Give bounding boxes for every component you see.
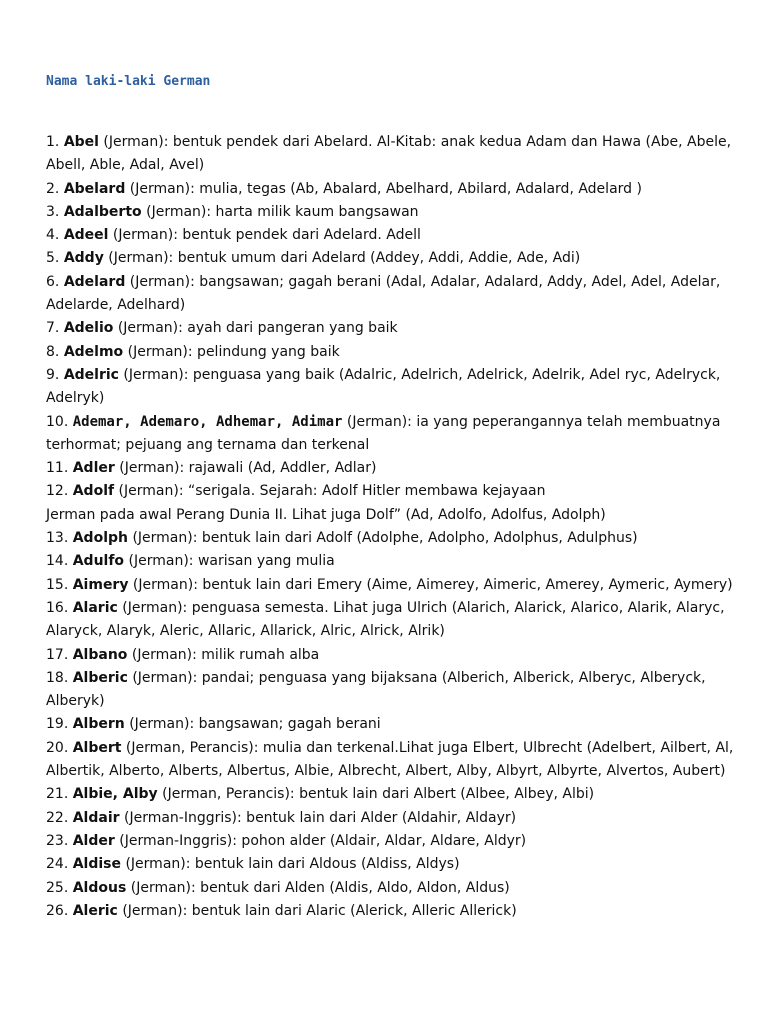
entry-name: Ademar, Ademaro, Adhemar, Adimar [72, 413, 343, 430]
entry-description: (Jerman): warisan yang mulia [128, 553, 335, 570]
list-item [46, 224, 736, 247]
entry-number: 15. [46, 576, 69, 593]
entry-description: (Jerman): bentuk pendek dari Abelard. Al-Kitab: anak kedua Adam dan Hawa (Abe, Abele, Abell, Able, Adal, Avel) [46, 134, 732, 174]
entry-name: Aleric [72, 902, 118, 919]
entry-description: (Jerman, Perancis): mulia dan terkenal.Lihat juga Elbert, Ulbrecht (Adelbert, Ailbert, Al, Albertik, Alberto, Alberts, Albertus, Albie, Albrecht, Albert, Alby, Albyrt, Albyrte, Alvertos, Aubert) [46, 739, 734, 780]
entry-description: (Jerman): penguasa semesta. Lihat juga Ulrich (Alarich, Alarick, Alarico, Alarik, Alaryc, Alaryck, Alaryk, Aleric, Allaric, Allarick, Alric, Alrick, Alrik) [46, 599, 725, 640]
entry-description: (Jerman): milik rumah alba [131, 646, 320, 663]
entry-number: 3. [46, 203, 60, 220]
entry-number: 17. [46, 646, 69, 663]
entry-number: 4. [46, 227, 60, 244]
list-item [46, 480, 736, 527]
entry-description: (Jerman): pandai; penguasa yang bijaksana (Alberich, Alberick, Alberyc, Alberyck, Alberyk) [46, 669, 706, 710]
entry-name: Adalberto [63, 203, 142, 220]
entry-name: Aimery [72, 576, 129, 593]
list-item [46, 364, 736, 411]
entry-description: (Jerman): harta milik kaum bangsawan [146, 203, 419, 220]
entry-name: Abel [63, 134, 99, 150]
entry-number: 25. [46, 879, 69, 896]
entry-description: (Jerman): bentuk lain dari Adolf (Adolphe, Adolpho, Adolphus, Adulphus) [132, 530, 638, 547]
list-item [46, 527, 736, 550]
entry-number: 5. [46, 250, 60, 267]
entry-description: (Jerman): bentuk lain dari Aldous (Aldiss, Aldys) [125, 856, 460, 873]
list-item [46, 341, 736, 364]
list-item [46, 713, 736, 736]
entry-description: (Jerman): bentuk dari Alden (Aldis, Aldo, Aldon, Aldus) [130, 879, 510, 896]
entry-description: (Jerman): rajawali (Ad, Addler, Adlar) [119, 460, 377, 477]
list-item [46, 411, 736, 458]
entry-name: Alberic [72, 669, 128, 686]
entry-number: 7. [46, 320, 60, 337]
entry-description: (Jerman): bentuk umum dari Adelard (Addey, Addi, Addie, Ade, Adi) [108, 250, 581, 267]
entry-description: (Jerman-Inggris): bentuk lain dari Alder (Aldahir, Aldayr) [123, 809, 517, 826]
entry-description: (Jerman): bangsawan; gagah berani (Adal, Adalar, Adalard, Addy, Adel, Adel, Adelar, Adelarde, Adelhard) [46, 273, 721, 314]
entry-description: (Jerman): bentuk lain dari Alaric (Alerick, Alleric Allerick) [122, 902, 517, 919]
entry-description-continued: Jerman pada awal Perang Dunia II. Lihat juga Dolf” (Ad, Adolfo, Adolfus, Adolph) [46, 506, 606, 523]
entry-number: 14. [46, 553, 69, 570]
entry-name: Adelmo [63, 343, 124, 360]
entry-description: (Jerman): bentuk pendek dari Adelard. Adell [112, 227, 421, 244]
list-item [46, 131, 736, 178]
entry-number: 23. [46, 832, 69, 849]
list-item [46, 667, 736, 714]
entry-name: Adler [72, 460, 115, 477]
entry-number: 20. [46, 739, 69, 756]
list-item [46, 877, 736, 900]
list-item [46, 550, 736, 573]
entry-number: 9. [46, 366, 60, 383]
list-item [46, 807, 736, 830]
entry-name: Adelric [63, 366, 119, 383]
entry-number: 6. [46, 273, 60, 290]
entry-number: 22. [46, 809, 69, 826]
entry-number: 1. [46, 134, 60, 150]
entry-description: (Jerman): penguasa yang baik (Adalric, Adelrich, Adelrick, Adelrik, Adel ryc, Adelryck, Adelryk) [46, 366, 721, 407]
entry-name: Adolf [72, 483, 115, 500]
entry-name: Addy [63, 250, 104, 267]
entry-description: (Jerman): ia yang peperangannya telah membuatnya terhormat; pejuang ang ternama dan terkenal [46, 413, 721, 453]
entry-number: 12. [46, 483, 69, 500]
entry-name: Adelio [63, 320, 114, 337]
entry-number: 16. [46, 599, 69, 616]
entry-description: (Jerman): bentuk lain dari Emery (Aime, Aimerey, Aimeric, Amerey, Aymeric, Aymery) [132, 576, 733, 593]
entry-description: (Jerman-Inggris): pohon alder (Aldair, Aldar, Aldare, Aldyr) [119, 832, 527, 849]
list-item [46, 783, 736, 806]
entry-description: (Jerman): “serigala. Sejarah: Adolf Hitler membawa kejayaan [118, 483, 546, 500]
entry-name: Adolph [72, 530, 128, 547]
list-item [46, 201, 736, 224]
list-item [46, 644, 736, 667]
entry-description: (Jerman): ayah dari pangeran yang baik [117, 320, 398, 337]
entry-name: Abelard [63, 180, 126, 197]
entry-description: (Jerman): bangsawan; gagah berani [129, 716, 381, 733]
entry-number: 19. [46, 716, 69, 733]
entry-name: Albano [72, 646, 128, 663]
list-item [46, 247, 736, 270]
entry-number: 18. [46, 669, 69, 686]
entry-name: Aldise [72, 856, 122, 873]
list-item [46, 737, 736, 784]
entry-name: Adeel [63, 227, 109, 244]
list-item [46, 271, 736, 318]
list-item [46, 853, 736, 876]
entry-name: Alaric [72, 599, 118, 616]
entry-name: Albern [72, 716, 125, 733]
entry-number: 2. [46, 180, 60, 197]
list-item [46, 900, 736, 923]
entry-description: (Jerman): pelindung yang baik [127, 343, 340, 360]
list-item [46, 830, 736, 853]
entry-number: 26. [46, 902, 69, 919]
entry-number: 10. [46, 413, 69, 430]
entry-name: Albie, Alby [72, 786, 158, 803]
list-item [46, 574, 736, 597]
entry-name: Albert [72, 739, 122, 756]
entry-number: 24. [46, 856, 69, 873]
entry-number: 11. [46, 460, 69, 477]
list-item [46, 597, 736, 644]
entry-name: Adelard [63, 273, 126, 290]
entry-name: Alder [72, 832, 115, 849]
entry-name: Adulfo [72, 553, 125, 570]
list-item [46, 178, 736, 201]
entry-number: 13. [46, 530, 69, 547]
name-list [46, 131, 736, 923]
entry-description: (Jerman, Perancis): bentuk lain dari Albert (Albee, Albey, Albi) [162, 786, 595, 803]
document-title: Nama laki-laki German [46, 74, 211, 89]
list-item [46, 457, 736, 480]
entry-name: Aldair [72, 809, 120, 826]
entry-number: 21. [46, 786, 69, 803]
entry-number: 8. [46, 343, 60, 360]
entry-description: (Jerman): mulia, tegas (Ab, Abalard, Abelhard, Abilard, Adalard, Adelard ) [129, 180, 642, 197]
list-item [46, 317, 736, 340]
entry-name: Aldous [72, 879, 127, 896]
